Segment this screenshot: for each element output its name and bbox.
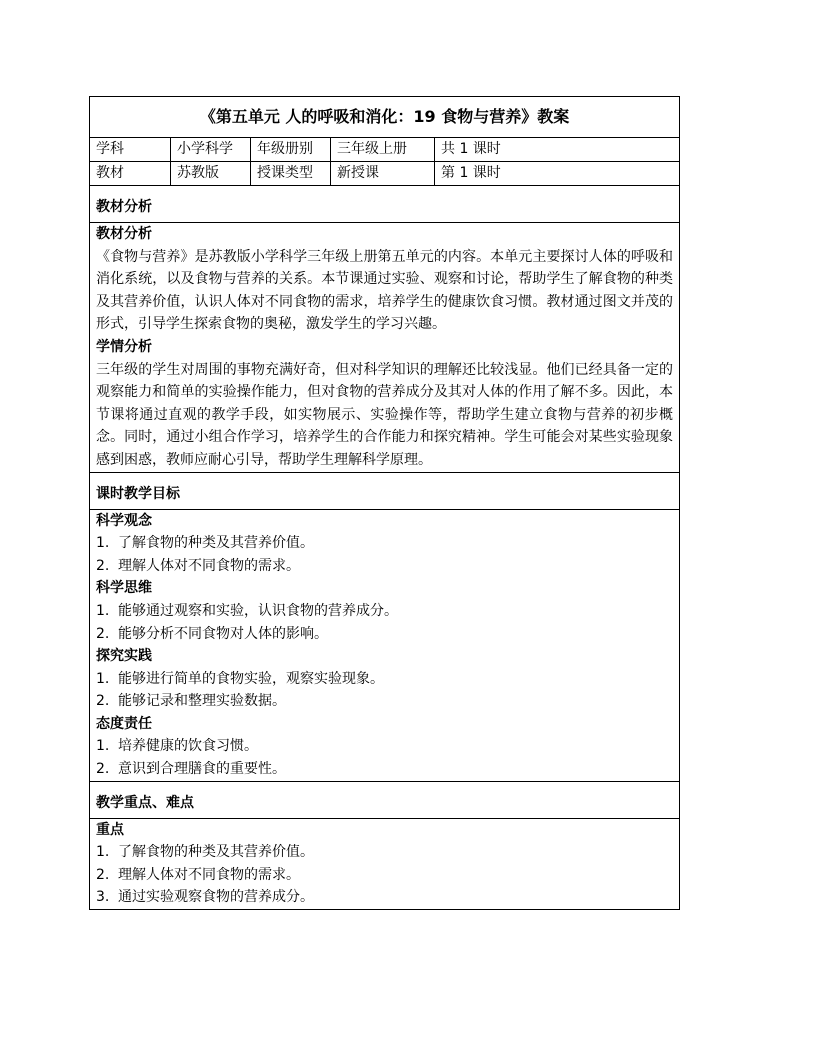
- item-number: 2.: [96, 866, 110, 883]
- lesson-type-label: 授课类型: [251, 162, 331, 186]
- list-item: [96, 555, 673, 578]
- item-text: 通过实验观察食物的营养成分。: [118, 889, 314, 906]
- lesson-type-value: 新授课: [331, 162, 435, 186]
- item-text: 能够通过观察和实验，认识食物的营养成分。: [118, 602, 398, 619]
- item-number: 1.: [96, 738, 110, 755]
- item-text: 理解人体对不同食物的需求。: [118, 557, 300, 574]
- item-text: 了解食物的种类及其营养价值。: [118, 844, 314, 861]
- item-number: 2.: [96, 761, 110, 778]
- subheading-textbook-analysis: 教材分析: [96, 226, 152, 242]
- textbook-label: 教材: [90, 162, 171, 186]
- item-number: 1.: [96, 670, 110, 687]
- current-period: 第 1 课时: [435, 162, 680, 186]
- list-item: [96, 668, 673, 691]
- objective-group-title: 态度责任: [96, 715, 152, 732]
- item-text: 能够进行简单的食物实验，观察实验现象。: [118, 670, 384, 687]
- item-text: 能够记录和整理实验数据。: [118, 693, 286, 710]
- list-item: [96, 864, 673, 887]
- item-number: 1.: [96, 844, 110, 861]
- item-number: 1.: [96, 535, 110, 552]
- list-item: [96, 841, 673, 864]
- item-number: 1.: [96, 602, 110, 619]
- info-row: [90, 138, 680, 162]
- item-text: 意识到合理膳食的重要性。: [118, 761, 286, 778]
- objective-group-title: 探究实践: [96, 648, 152, 665]
- item-text: 理解人体对不同食物的需求。: [118, 866, 300, 883]
- textbook-analysis-paragraph: 《食物与营养》是苏教版小学科学三年级上册第五单元的内容。本单元主要探讨人体的呼吸和消化系统，以及食物与营养的关系。本节课通过实验、观察和讨论，帮助学生了解食物的种类及其营养价值，认识人体对不同食物的需求，培养学生的健康饮食习惯。教材通过图文并茂的形式，引导学生探索食物的奥秘，激发学生的学习兴趣。: [96, 248, 674, 333]
- item-number: 2.: [96, 693, 110, 710]
- item-number: 2.: [96, 625, 110, 642]
- objectives-block: [90, 509, 680, 781]
- info-row: [90, 162, 680, 186]
- objective-group-title: 科学思维: [96, 580, 152, 597]
- grade-label: 年级册别: [251, 138, 331, 162]
- list-item: [96, 623, 673, 646]
- list-item: [96, 735, 673, 758]
- total-periods: 共 1 课时: [435, 138, 680, 162]
- item-number: 3.: [96, 889, 110, 906]
- subject-label: 学科: [90, 138, 171, 162]
- subject-value: 小学科学: [171, 138, 251, 162]
- textbook-analysis-block: [90, 223, 680, 473]
- item-number: 2.: [96, 557, 110, 574]
- list-item: [96, 532, 673, 555]
- key-points-block: [90, 818, 680, 909]
- lesson-plan-page: [89, 96, 679, 910]
- textbook-value: 苏教版: [171, 162, 251, 186]
- item-text: 了解食物的种类及其营养价值。: [118, 535, 314, 552]
- list-item: [96, 758, 673, 781]
- subheading-key-points: 重点: [96, 821, 124, 838]
- item-text: 培养健康的饮食习惯。: [118, 738, 258, 755]
- list-item: [96, 886, 673, 909]
- lesson-plan-table: [89, 96, 680, 910]
- document-title: 《第五单元 人的呼吸和消化：19 食物与营养》教案: [90, 97, 680, 138]
- learner-analysis-paragraph: 三年级的学生对周围的事物充满好奇，但对科学知识的理解还比较浅显。他们已经具备一定的观察能力和简单的实验操作能力，但对食物的营养成分及其对人体的作用了解不多。因此，本节课将通过直观的教学手段，如实物展示、实验操作等，帮助学生建立食物与营养的初步概念。同时，通过小组合作学习，培养学生的合作能力和探究精神。学生可能会对某些实验现象感到困惑，教师应耐心引导，帮助学生理解科学原理。: [96, 361, 674, 468]
- grade-value: 三年级上册: [331, 138, 435, 162]
- list-item: [96, 690, 673, 713]
- subheading-learner-analysis: 学情分析: [96, 338, 152, 355]
- list-item: [96, 600, 673, 623]
- item-text: 能够分析不同食物对人体的影响。: [118, 625, 328, 642]
- section-heading-key-points: 教学重点、难点: [90, 781, 680, 818]
- section-heading-textbook-analysis: 教材分析: [90, 186, 680, 223]
- section-heading-objectives: 课时教学目标: [90, 472, 680, 509]
- objective-group-title: 科学观念: [96, 512, 152, 529]
